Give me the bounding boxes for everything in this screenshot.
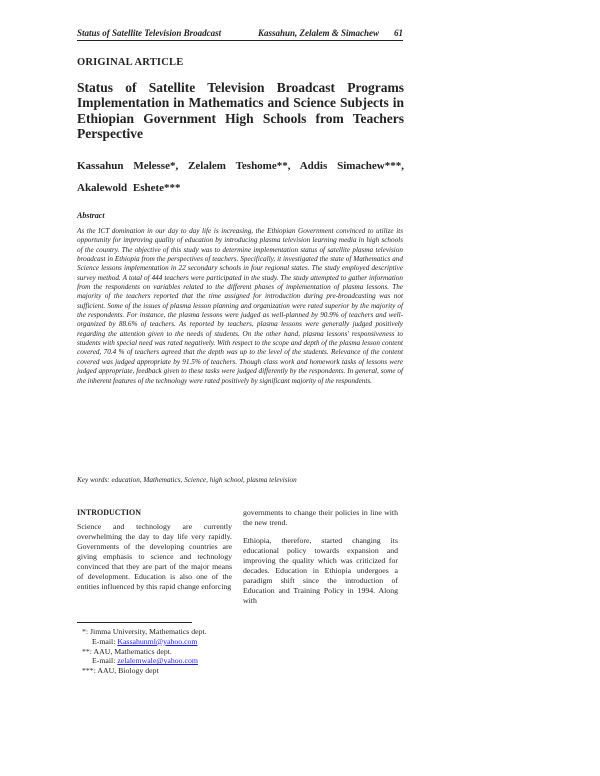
paper-title: Status of Satellite Television Broadcast Programs Implementation in Mathematics and Science Subjects in Ethiopian Government High Schools from Teachers Perspective: [77, 80, 404, 141]
keywords: Key words: education, Mathematics, Science, high school, plasma television: [77, 476, 297, 484]
author-list: Kassahun Melesse*, Zelalem Teshome**, Addis Simachew***, Akalewold Eshete***: [77, 160, 404, 194]
email-label: E-mail:: [92, 636, 118, 646]
footnote-affiliation: **: AAU, Mathematics dept.: [82, 646, 172, 656]
body-column-left: [77, 508, 232, 600]
email-link[interactable]: zelalemwale@yahoo.com: [117, 656, 198, 666]
page-number: 61: [394, 28, 403, 38]
footnote-email-line: [82, 656, 207, 666]
abstract-body: As the ICT domination in our day to day life is increasing, the Ethiopian Government convinced to utilize its opportunity for improving quality of education by introducing plasma television learning media in high schools of the country. The objective of this study was to determine implementation status of satellite plasma television broadcast in Ethiopia from the perspectives of teachers. Specifically, it investigated the state of Mathematics and Science lessons implementation in 22 secondary schools in four regional states. The study employed descriptive survey method. A total of 444 teachers were participated in the study. The study attempted to gather information from the respondents on variables related to the different phases of implementation of plasma lessons. The majority of the teachers reported that the time assigned for introduction during pre-broadcasting was not sufficient. Some of the issues of plasma lesson planning and organization were rated superior by the majority of the respondents. For instance, the plasma lessons were judged as well-planned by 90.9% of teachers and well-organized by 88.6% of teachers. As reported by teachers, plasma lessons were generally judged positively regarding the attention given to the needs of students. On the other hand, plasma lessons' responsiveness to students with special need was rated negatively. With respect to the scope and depth of the plasma lesson content covered, 70.4 % of teachers agreed that the depth was up to the level of the students. Relevance of the content covered was judged appropriate by 91.5% of teachers. Though class work and homework tasks of lessons were judged appropriate, feedback given to these tasks were judged differently by the respondents. In general, some of the inherent features of the technology were rated positively by significant majority of the respondents.: [77, 227, 403, 385]
email-label: E-mail:: [92, 656, 118, 666]
body-paragraph: Ethiopia, therefore, started changing its educational policy towards expansion and improving the quality which was criticized for decades. Education in Ethiopia undergoes a paradigm shift since the introduction of Education and Training Policy in 1994. Along with: [243, 536, 398, 606]
footnotes: [82, 627, 207, 676]
footnote-divider: [77, 622, 192, 623]
body-paragraph: governments to change their policies in line with the new trend.: [243, 508, 398, 528]
footnote-affiliation: ***: AAU, Biology dept: [82, 666, 159, 676]
body-paragraph: Science and technology are currently overwhelming the day to day life very rapidly. Governments of the developing countries are giving emphasis to science and technology convinced that they are part of the major means of development. Education is also one of the entities influenced by this rapid change enforcing: [77, 522, 232, 592]
introduction-heading: INTRODUCTION: [77, 508, 142, 517]
running-head: [77, 28, 403, 41]
abstract-heading: Abstract: [77, 211, 105, 220]
article-type: ORIGINAL ARTICLE: [77, 57, 184, 68]
email-link[interactable]: Kassahunml@yahoo.com: [117, 636, 198, 646]
footnote-affiliation: *: Jimma University, Mathematics dept.: [82, 627, 207, 636]
running-head-title: Status of Satellite Television Broadcast: [77, 28, 222, 38]
footnote-email-line: [82, 637, 207, 647]
running-head-authors: Kassahun, Zelalem & Simachew: [258, 28, 380, 38]
body-column-right: [243, 508, 398, 614]
